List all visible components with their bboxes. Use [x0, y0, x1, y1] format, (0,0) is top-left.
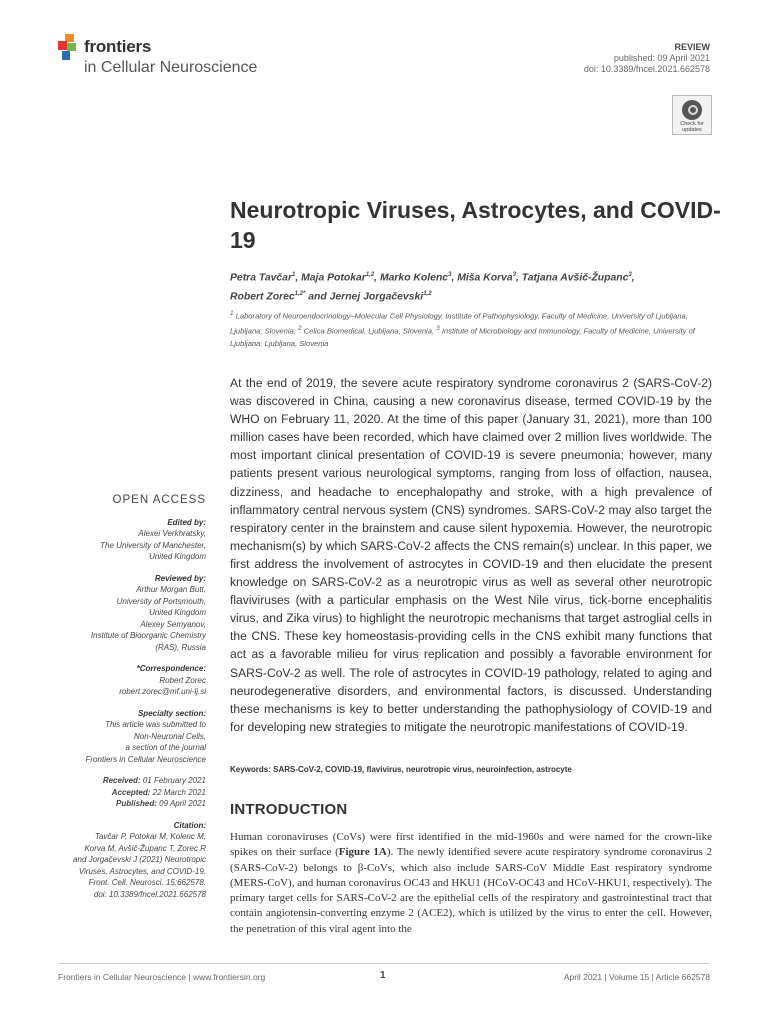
article-title: Neurotropic Viruses, Astrocytes, and COVID-19 [230, 197, 721, 253]
affiliation-text: Laboratory of Neuroendocrinology–Molecular Cell Physiology, Institute of Pathophysiology, Faculty of Medicine, University of Ljubljana, Ljubljana, Slovenia, [230, 311, 688, 336]
sidebar-line: a section of the journal [125, 743, 206, 752]
author-name[interactable]: Robert Zorec [230, 291, 295, 303]
specialty-heading: Specialty section: [137, 708, 206, 718]
affiliation-marker: 1 [230, 310, 234, 317]
author-list [230, 267, 720, 306]
sidebar-line: Frontiers in Cellular Neuroscience [85, 754, 206, 764]
sidebar-line: Non-Neuronal Cells, [133, 731, 206, 741]
author-affiliation-marker: 1 [292, 272, 296, 278]
author-separator: , [631, 272, 635, 284]
sidebar-line: and Jorgačevski J (2021) Neurotropic [73, 855, 206, 864]
sidebar-line: Viruses, Astrocytes, and COVID-19. [78, 866, 206, 876]
correspondence-heading: *Correspondence: [136, 664, 206, 673]
check-for-updates-badge[interactable] [672, 95, 712, 135]
affiliation-text: Institute of Microbiology and Immunology, Faculty of Medicine, University of Ljubljana, Ljubljana, Slovenia [230, 326, 695, 349]
check-updates-icon [682, 100, 702, 120]
edited-by-heading: Edited by: [167, 517, 206, 527]
published-label: Published: [116, 799, 157, 808]
sidebar-line: Alexey Semyanov, [140, 619, 206, 629]
sidebar-line: This article was submitted to [105, 720, 206, 729]
editor-info [46, 528, 206, 563]
sidebar-line: United Kingdom [149, 608, 206, 617]
author-affiliation-marker: 1,2 [365, 272, 375, 278]
author-name[interactable]: Miša Korva [457, 272, 513, 284]
article-info-sidebar [46, 495, 206, 900]
author-separator: , [451, 272, 458, 284]
affiliation-marker: 2 [297, 325, 302, 333]
open-access-label: OPEN ACCESS [112, 494, 206, 506]
sidebar-line: United Kingdom [149, 552, 206, 561]
author-name[interactable]: Petra Tavčar [230, 272, 292, 284]
published-date: published: 09 April 2021 [613, 53, 710, 63]
accepted-value: 22 March 2021 [152, 787, 206, 797]
sidebar-line: University of Portsmouth, [116, 596, 206, 606]
footer-issue: April 2021 | Volume 15 | Article 662578 [563, 972, 710, 982]
sidebar-line: Korva M, Avšič-Županc T, Zorec R [84, 843, 206, 853]
footer-divider [58, 963, 710, 964]
sidebar-line: doi: 10.3389/fncel.2021.662578 [93, 889, 206, 899]
page-number: 1 [380, 970, 386, 981]
reviewed-by-heading: Reviewed by: [154, 573, 206, 583]
sidebar-line: Robert Zorec [159, 675, 206, 685]
footer-journal[interactable]: Frontiers in Cellular Neuroscience | www.frontiersin.org [58, 972, 266, 982]
citation-info [46, 831, 206, 900]
badge-line-1: Check for [680, 121, 704, 127]
citation-heading: Citation: [173, 820, 206, 830]
sidebar-line: robert.zorec@mf.uni-lj.si [119, 687, 206, 696]
author-affiliation-marker: 1,2 [423, 291, 432, 298]
sidebar-line: The University of Manchester, [100, 540, 206, 550]
author-separator: , [516, 272, 522, 284]
reviewer-info [46, 584, 206, 653]
sidebar-line: Tavčar P, Potokar M, Kolenc M, [94, 832, 206, 841]
author-affiliation-marker: 3 [448, 272, 452, 278]
affiliation-marker: 3 [436, 325, 440, 333]
sidebar-line: (RAS), Russia [155, 642, 206, 652]
affiliation-text: Celica Biomedical, Ljubljana, Slovenia, [301, 326, 437, 336]
published-value: 09 April 2021 [159, 799, 206, 808]
author-affiliation-marker: 3 [628, 272, 632, 278]
abstract: At the end of 2019, the severe acute respiratory syndrome coronavirus 2 (SARS-CoV-2) was discovered in China, causing a new coronavirus disease, termed COVID-19 by the WHO on February 11, 2020. At the time of this paper (January 31, 2021), more than 100 million cases have been recorded, which have claimed over 2 million lives worldwide. The most important clinical presentation of COVID-19 is severe pneumonia; however, many patients present various neurological symptoms, ranging from loss of olfaction, nausea, dizziness, and headache to encephalopathy and stroke, with a high prevalence of inflammatory central nervous system (CNS) syndromes. SARS-CoV-2 may also target the respiratory center in the brainstem and cause silent hypoxemia. However, the neurotropic mechanism(s) by which SARS-CoV-2 affects the CNS remain(s) unclear. In this paper, we first address the involvement of astrocytes in COVID-19 and then elucidate the present knowledge on SARS-CoV-2 as a neurotropic virus as well as several other neurotropic flaviviruses (with a particular emphasis on the West Nile virus, tick-borne encephalitis virus, and Zika virus) to highlight the neurotropic mechanisms that target astroglial cells in the CNS. These key homeostasis-providing cells in the CNS exhibit many functions that act as a favorable milieu for virus replication and possibly a favorable environment for SARS-CoV-2 as well. The role of astrocytes in COVID-19 pathology, related to aging and neurodegenerative disorders, and environmental factors, is discussed. Understanding these mechanisms is key to better understanding the pathophysiology of COVID-19 and for developing new strategies to mitigate the neurotropic manifestations of COVID-19. [230, 376, 712, 734]
intro-text-2: ). The newly identified severe acute respiratory syndrome coronavirus 2 (SARS-CoV-2) belongs to β-CoVs, which also include SARS-CoV Middle East respiratory syndrome (MERS-CoV), and human coronavirus OC43 and HKU1 (HCoV-OC43 and HCoV-HKU1, respectively). The primary target cells for SARS-CoV-2 are the epithelial cells of the respiratory and gastrointestinal tract that contain angiotensin-converting enzyme 2 (ACE2), which is utilized by the virus to enter the cell. However, the penetration of this viral agent into the [230, 846, 712, 935]
article-meta [584, 42, 710, 75]
author-name[interactable]: Marko Kolenc [379, 272, 449, 284]
received-label: Received: [102, 776, 141, 785]
intro-text-1: Human coronaviruses (CoVs) were first identified in the mid-1960s and were named for the crown-like spikes on their surface ( [230, 831, 712, 859]
badge-line-2: updates [682, 127, 702, 133]
author-separator: , [374, 272, 380, 284]
author-affiliation-marker: 3 [512, 272, 516, 278]
author-name[interactable]: Tatjana Avšič-Županc [521, 272, 629, 284]
received-value: 01 February 2021 [142, 776, 206, 785]
article-doi[interactable]: doi: 10.3389/fncel.2021.662578 [583, 64, 710, 74]
introduction-paragraph [230, 830, 712, 937]
author-separator: and [305, 291, 330, 303]
accepted-date [46, 787, 206, 799]
specialty-info [46, 719, 206, 765]
correspondence-info[interactable] [46, 675, 206, 698]
journal-brand-bottom: in Cellular Neuroscience [84, 59, 258, 76]
affiliations [230, 308, 720, 351]
author-separator: , [295, 272, 302, 284]
received-date [46, 775, 206, 787]
article-type: REVIEW [674, 42, 710, 52]
published-sidebar-date [46, 798, 206, 810]
section-heading-introduction: INTRODUCTION [230, 801, 348, 818]
frontiers-logo-icon [58, 34, 80, 60]
accepted-label: Accepted: [111, 787, 151, 797]
keywords: Keywords: SARS-CoV-2, COVID-19, flavivirus, neurotropic virus, neuroinfection, astrocyte [230, 765, 572, 774]
sidebar-line: Institute of Bioorganic Chemistry [90, 631, 206, 640]
sidebar-line: Alexei Verkhratsky, [138, 529, 206, 538]
sidebar-line: Arthur Morgan Butt, [136, 585, 206, 594]
journal-brand-top: frontiers [84, 37, 152, 56]
author-name[interactable]: Maja Potokar [301, 272, 366, 284]
author-name[interactable]: Jernej Jorgačevski [329, 291, 424, 303]
figure-reference-link[interactable]: Figure 1A [338, 846, 387, 859]
author-affiliation-marker: 1,2* [294, 291, 306, 298]
sidebar-line: Front. Cell. Neurosci. 15:662578. [88, 878, 206, 887]
